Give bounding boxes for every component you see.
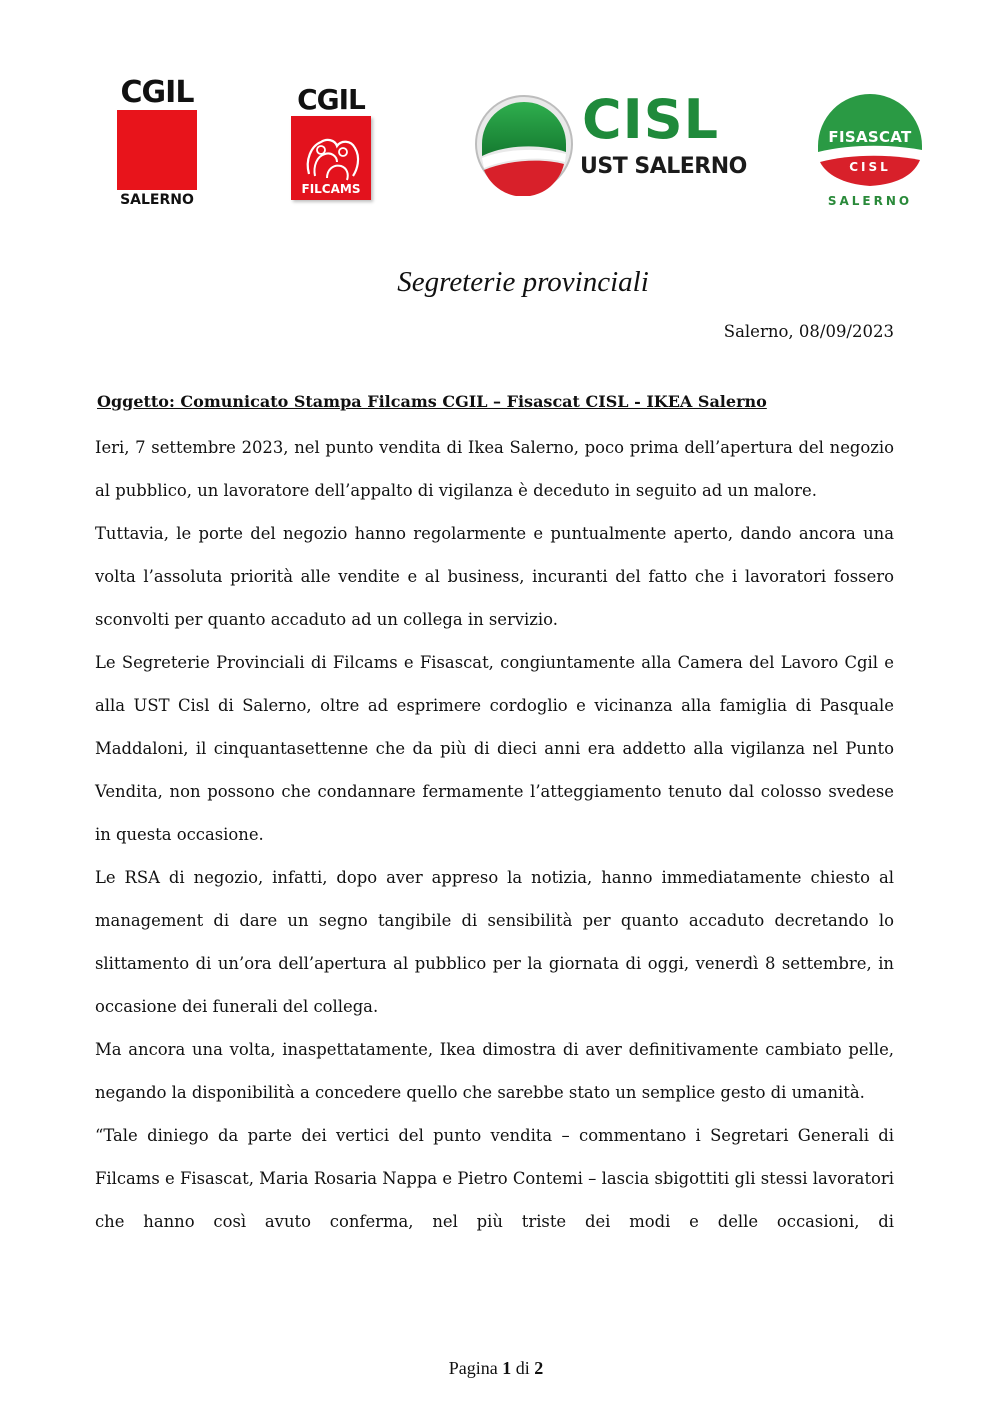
paragraph: Le RSA di negozio, infatti, dopo aver appreso la notizia, hanno immediatamente chiesto al management di dare un segno tangibile di sensibilità per quanto accaduto decretando lo slittamento di un’ora dell’apertura al pubblico per la giornata di oggi, venerdì 8 settembre, in occasione dei funerali del collega. — [95, 868, 894, 1016]
cisl-sub: UST SALERNO — [580, 154, 747, 179]
fisascat-logo — [814, 90, 926, 210]
paragraph: Tuttavia, le porte del negozio hanno regolarmente e puntualmente aperto, dando ancora una volta l’assoluta priorità alle vendite e al business, incuranti del fatto che i lavoratori fossero sconvolti per quanto accaduto ad un collega in servizio. — [95, 524, 894, 629]
page-footer — [0, 1358, 992, 1379]
document-body — [95, 426, 894, 1243]
filcams-red-box — [291, 116, 371, 200]
logo-bar — [0, 75, 992, 218]
cgil-filcams-logo — [288, 83, 374, 206]
cgil-salerno-logo — [112, 75, 202, 208]
footer-prefix: Pagina — [448, 1358, 498, 1378]
cisl-brand: CISL — [582, 88, 720, 151]
footer-middle: di — [515, 1358, 530, 1378]
document-date: Salerno, 08/09/2023 — [723, 322, 894, 341]
fisascat-brand: FISASCAT — [828, 128, 912, 146]
document-subject: Oggetto: Comunicato Stampa Filcams CGIL – Fisascat CISL - IKEA Salerno — [97, 392, 767, 411]
footer-current-page: 1 — [502, 1358, 512, 1378]
paragraph: Ma ancora una volta, inaspettatamente, Ikea dimostra di aver definitivamente cambiato pelle, negando la disponibilità a concedere quello che sarebbe stato un semplice gesto di umanità. — [95, 1040, 894, 1102]
cisl-emblem-icon — [472, 92, 576, 196]
paragraph: Ieri, 7 settembre 2023, nel punto vendita di Ikea Salerno, poco prima dell’apertura del negozio al pubblico, un lavoratore dell’appalto di vigilanza è deceduto in seguito ad un malore. — [95, 438, 894, 500]
fisascat-cisl: CISL — [849, 160, 891, 174]
cgil-salerno-city: SALERNO — [120, 192, 194, 208]
fisascat-city: SALERNO — [827, 194, 913, 208]
filcams-label: FILCAMS — [301, 182, 361, 196]
cgil-salerno-brand: CGIL — [120, 75, 194, 110]
cgil-red-square — [117, 110, 197, 190]
paragraph: Le Segreterie Provinciali di Filcams e Fisascat, congiuntamente alla Camera del Lavoro Cgil e alla UST Cisl di Salerno, oltre ad esprimere cordoglio e vicinanza alla famiglia di Pasquale Maddaloni, il cinquantasettenne che da più di dieci anni era addetto alla vigilanza nel Punto Vendita, non possono che condannare fermamente l’atteggiamento tenuto dal colosso svedese in questa occasione. — [95, 653, 894, 844]
footer-total-pages: 2 — [534, 1358, 544, 1378]
paragraph: “Tale diniego da parte dei vertici del punto vendita – commentano i Segretari Generali di Filcams e Fisascat, Maria Rosaria Nappa e Pietro Contemi – lascia sbigottiti gli stessi lavoratori che hanno così avuto conferma, nel più triste dei modi e delle occasioni, di — [95, 1126, 894, 1231]
page-heading: Segreterie provinciali — [397, 266, 649, 298]
cgil-filcams-brand: CGIL — [297, 83, 365, 116]
cisl-logo — [472, 88, 752, 202]
